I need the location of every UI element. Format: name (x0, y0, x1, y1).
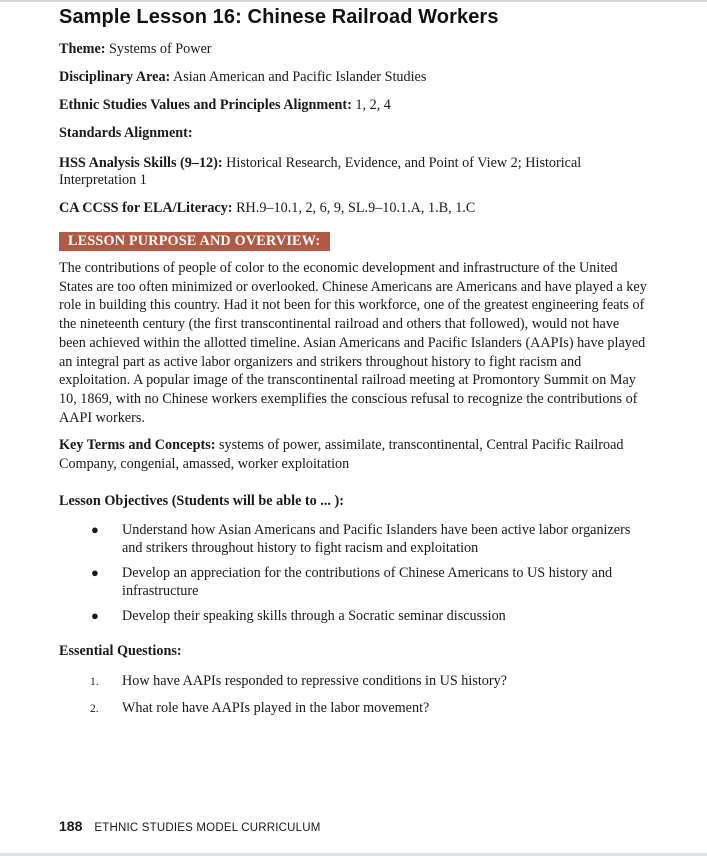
objective-text: Develop their speaking skills through a Socratic seminar discussion (122, 607, 506, 624)
question-text: How have AAPIs responded to repressive conditions in US history? (122, 672, 507, 689)
lesson-purpose-text: The contributions of people of color to the economic development and infrastructure of the United States are too often minimized or overlooked. Chinese Americans are Americans and have played a key role in building this country. Had it not been for this workforce, one of the greatest engineering feats of the nineteenth century (the first transcontinental railroad and others that followed), would not have been achieved within the allotted timeline. Asian Americans and Pacific Islanders (AAPIs) have played an integral part as active labor organizers and strikers throughout history to fight racism and exploitation. A popular image of the transcontinental railroad meeting at Promontory Summit on May 10, 1869, with no Chinese workers exemplifies the conscious refusal to recognize the contributions of AAPI workers. (59, 260, 647, 426)
disciplinary-area-line (59, 69, 649, 86)
bullet-icon: ● (91, 521, 99, 537)
hss-skills-label: HSS Analysis Skills (9–12): (59, 155, 223, 171)
lesson-purpose-banner: LESSON PURPOSE AND OVERVIEW: (59, 232, 330, 251)
hss-skills-value: Historical Research, Evidence, and Point of View 2; Historical Interpretation 1 (59, 155, 582, 188)
objectives-heading: Lesson Objectives (Students will be able to ... ): (59, 492, 344, 509)
objective-item (59, 521, 649, 557)
top-rule (0, 0, 707, 2)
essential-question-item (59, 672, 649, 690)
ca-ccss-line (59, 200, 649, 217)
footer-title: ETHNIC STUDIES MODEL CURRICULUM (94, 822, 321, 834)
ethnic-studies-alignment-line (59, 97, 649, 114)
question-text: What role have AAPIs played in the labor movement? (122, 699, 430, 716)
objectives-list (59, 521, 649, 625)
objective-item (59, 607, 649, 625)
hss-skills-line (59, 155, 649, 189)
essential-questions-list (59, 672, 649, 717)
theme-value: Systems of Power (109, 41, 212, 57)
lesson-page (59, 6, 649, 726)
essential-question-item (59, 699, 649, 717)
objective-item (59, 564, 649, 600)
essential-questions-heading: Essential Questions: (59, 642, 182, 659)
ethnic-studies-alignment-label: Ethnic Studies Values and Principles Alignment: (59, 97, 352, 113)
ca-ccss-value: RH.9–10.1, 2, 6, 9, SL.9–10.1.A, 1.B, 1.C (236, 200, 476, 216)
objective-text: Develop an appreciation for the contributions of Chinese Americans to US history and infrastructure (122, 564, 613, 599)
disciplinary-area-value: Asian American and Pacific Islander Studies (173, 69, 427, 85)
key-terms-value: systems of power, assimilate, transcontinental, Central Pacific Railroad Company, congenial, amassed, worker exploitation (59, 437, 624, 473)
question-number: 1. (90, 675, 99, 688)
standards-alignment-label: Standards Alignment: (59, 125, 193, 141)
key-terms-line (59, 436, 649, 473)
objective-text: Understand how Asian Americans and Pacific Islanders have been active labor organizers and strikers throughout history to fight racism and exploitation (122, 521, 631, 556)
bullet-icon: ● (91, 607, 99, 623)
key-terms-label: Key Terms and Concepts: (59, 437, 216, 454)
disciplinary-area-label: Disciplinary Area: (59, 69, 171, 85)
bullet-icon: ● (91, 564, 99, 580)
theme-label: Theme: (59, 41, 106, 57)
ca-ccss-label: CA CCSS for ELA/Literacy: (59, 200, 233, 216)
question-number: 2. (90, 702, 99, 715)
theme-line (59, 41, 649, 58)
page-footer (59, 818, 321, 836)
lesson-title: Sample Lesson 16: Chinese Railroad Workers (59, 6, 499, 28)
standards-alignment-line (59, 125, 649, 142)
ethnic-studies-alignment-value: 1, 2, 4 (355, 97, 391, 113)
page-number: 188 (59, 818, 83, 834)
